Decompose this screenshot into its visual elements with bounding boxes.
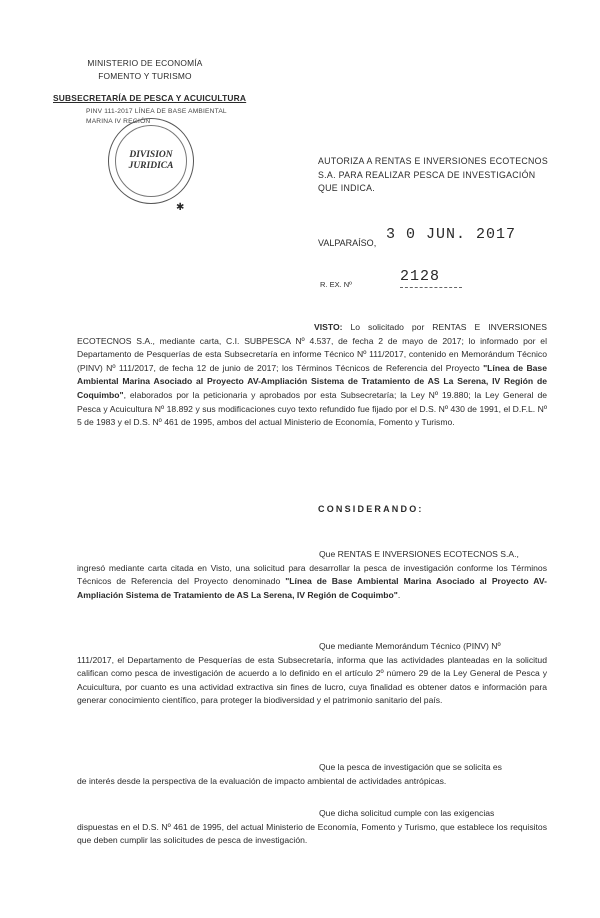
visto-text-1: Lo solicitado por RENTAS E INVERSIONES ECOTECNOS S.A., mediante carta, C.I. SUBPESCA Nº 4.537, de fecha 2 de mayo de 2017; lo informado por el Departamento de Pesquerías de esta Subsecretaría en informe Técnico Nº 111/2017, contenido en Memorándum Técnico (PINV) Nº 111/2017, de fecha 12 de junio de 2017; los Términos Técnicos de Referencia del Proyecto	[77, 322, 547, 373]
visto-heading: VISTO:	[314, 322, 343, 332]
rex-number: 2128	[400, 268, 441, 285]
p4-text: dispuestas en el D.S. Nº 461 de 1995, del actual Ministerio de Economía, Fomento y Turismo, que establece los requisitos que deben cumplir las solicitudes de pesca de investigación.	[77, 821, 547, 846]
rex-label: R. EX. Nº	[320, 280, 352, 289]
title-line-3: QUE INDICA.	[318, 183, 376, 193]
considerando-paragraph-1	[77, 548, 547, 602]
file-reference-line1: PINV 111-2017 LÍNEA DE BASE AMBIENTAL	[86, 108, 227, 115]
date-label: VALPARAÍSO,	[318, 238, 377, 248]
resolution-title	[318, 155, 576, 196]
p2-text: 111/2017, el Departamento de Pesquerías de esta Subsecretaría, informa que las actividades planteadas en la solicitud califican como pesca de investigación de acuerdo a lo definido en el artículo 2º número 29 de la Ley General de Pesca y Acuicultura, por cuanto es una actividad extractiva sin fines de lucro, cuya finalidad es obtener datos e información para generar conocimiento científico, para proteger la biodiversidad y el patrimonio sanitario del país.	[77, 654, 547, 706]
considerando-paragraph-2	[77, 640, 547, 708]
date-value: 3 0 JUN. 2017	[386, 226, 517, 243]
considerando-paragraph-3	[77, 761, 547, 788]
p1-text: ingresó mediante carta citada en Visto, una solicitud para desarrollar la pesca de investigación conforme los Términos Técnicos de Referencia del Proyecto denominado	[77, 562, 547, 587]
visto-paragraph	[77, 321, 547, 430]
p1-end: .	[397, 589, 401, 600]
stamp-line-division: DIVISION	[129, 150, 173, 160]
stamp-line-juridica: JURIDICA	[128, 161, 174, 171]
visto-project-name: "Línea de Base Ambiental Marina Asociado al Proyecto AV-Ampliación Sistema de Tratamiento de AS La Serena, IV Región de Coquimbo"	[77, 362, 547, 400]
considerando-paragraph-4	[77, 807, 547, 848]
p3-lead: Que la pesca de investigación que se solicita es	[319, 762, 502, 772]
title-line-2: S.A. PARA REALIZAR PESCA DE INVESTIGACIÓN	[318, 169, 536, 180]
ministry-name: MINISTERIO DE ECONOMÍA	[87, 58, 203, 68]
p1-lead: Que RENTAS E INVERSIONES ECOTECNOS S.A.,	[319, 549, 519, 559]
ministry-subtitle: FOMENTO Y TURISMO	[98, 71, 192, 81]
p1-project-name: "Línea de Base Ambiental Marina Asociado al Proyecto AV-Ampliación Sistema de Tratamiento de AS La Serena, IV Región de Coquimbo"	[77, 576, 547, 600]
p3-text: de interés desde la perspectiva de la evaluación de impacto ambiental de actividades antrópicas.	[77, 775, 447, 786]
title-line-1: AUTORIZA A RENTAS E INVERSIONES ECOTECNOS	[318, 156, 548, 166]
considerando-heading: CONSIDERANDO:	[318, 504, 424, 514]
visto-text-2: , elaborados por la peticionaria y aprobados por esta Subsecretaría; la Ley Nº 19.880; la Ley General de Pesca y Acuicultura Nº 18.892 y sus modificaciones cuyo texto refundido fue fijado por el D.S. Nº 430 de 1991, el D.F.L. Nº 5 de 1983 y el D.S. Nº 461 de 1995, ambos del actual Ministerio de Economía, Fomento y Turismo.	[77, 389, 547, 428]
subsecretaria-name: SUBSECRETARÍA DE PESCA Y ACUICULTURA	[53, 93, 247, 103]
p4-lead: Que dicha solicitud cumple con las exigencias	[319, 808, 495, 818]
division-juridica-stamp	[108, 118, 192, 202]
file-reference-line2: MARINA IV REGIÓN	[86, 118, 151, 125]
p2-lead: Que mediante Memorándum Técnico (PINV) Nº	[319, 641, 501, 651]
rex-underline	[400, 287, 462, 288]
stamp-mark-icon: ✱	[176, 202, 185, 213]
